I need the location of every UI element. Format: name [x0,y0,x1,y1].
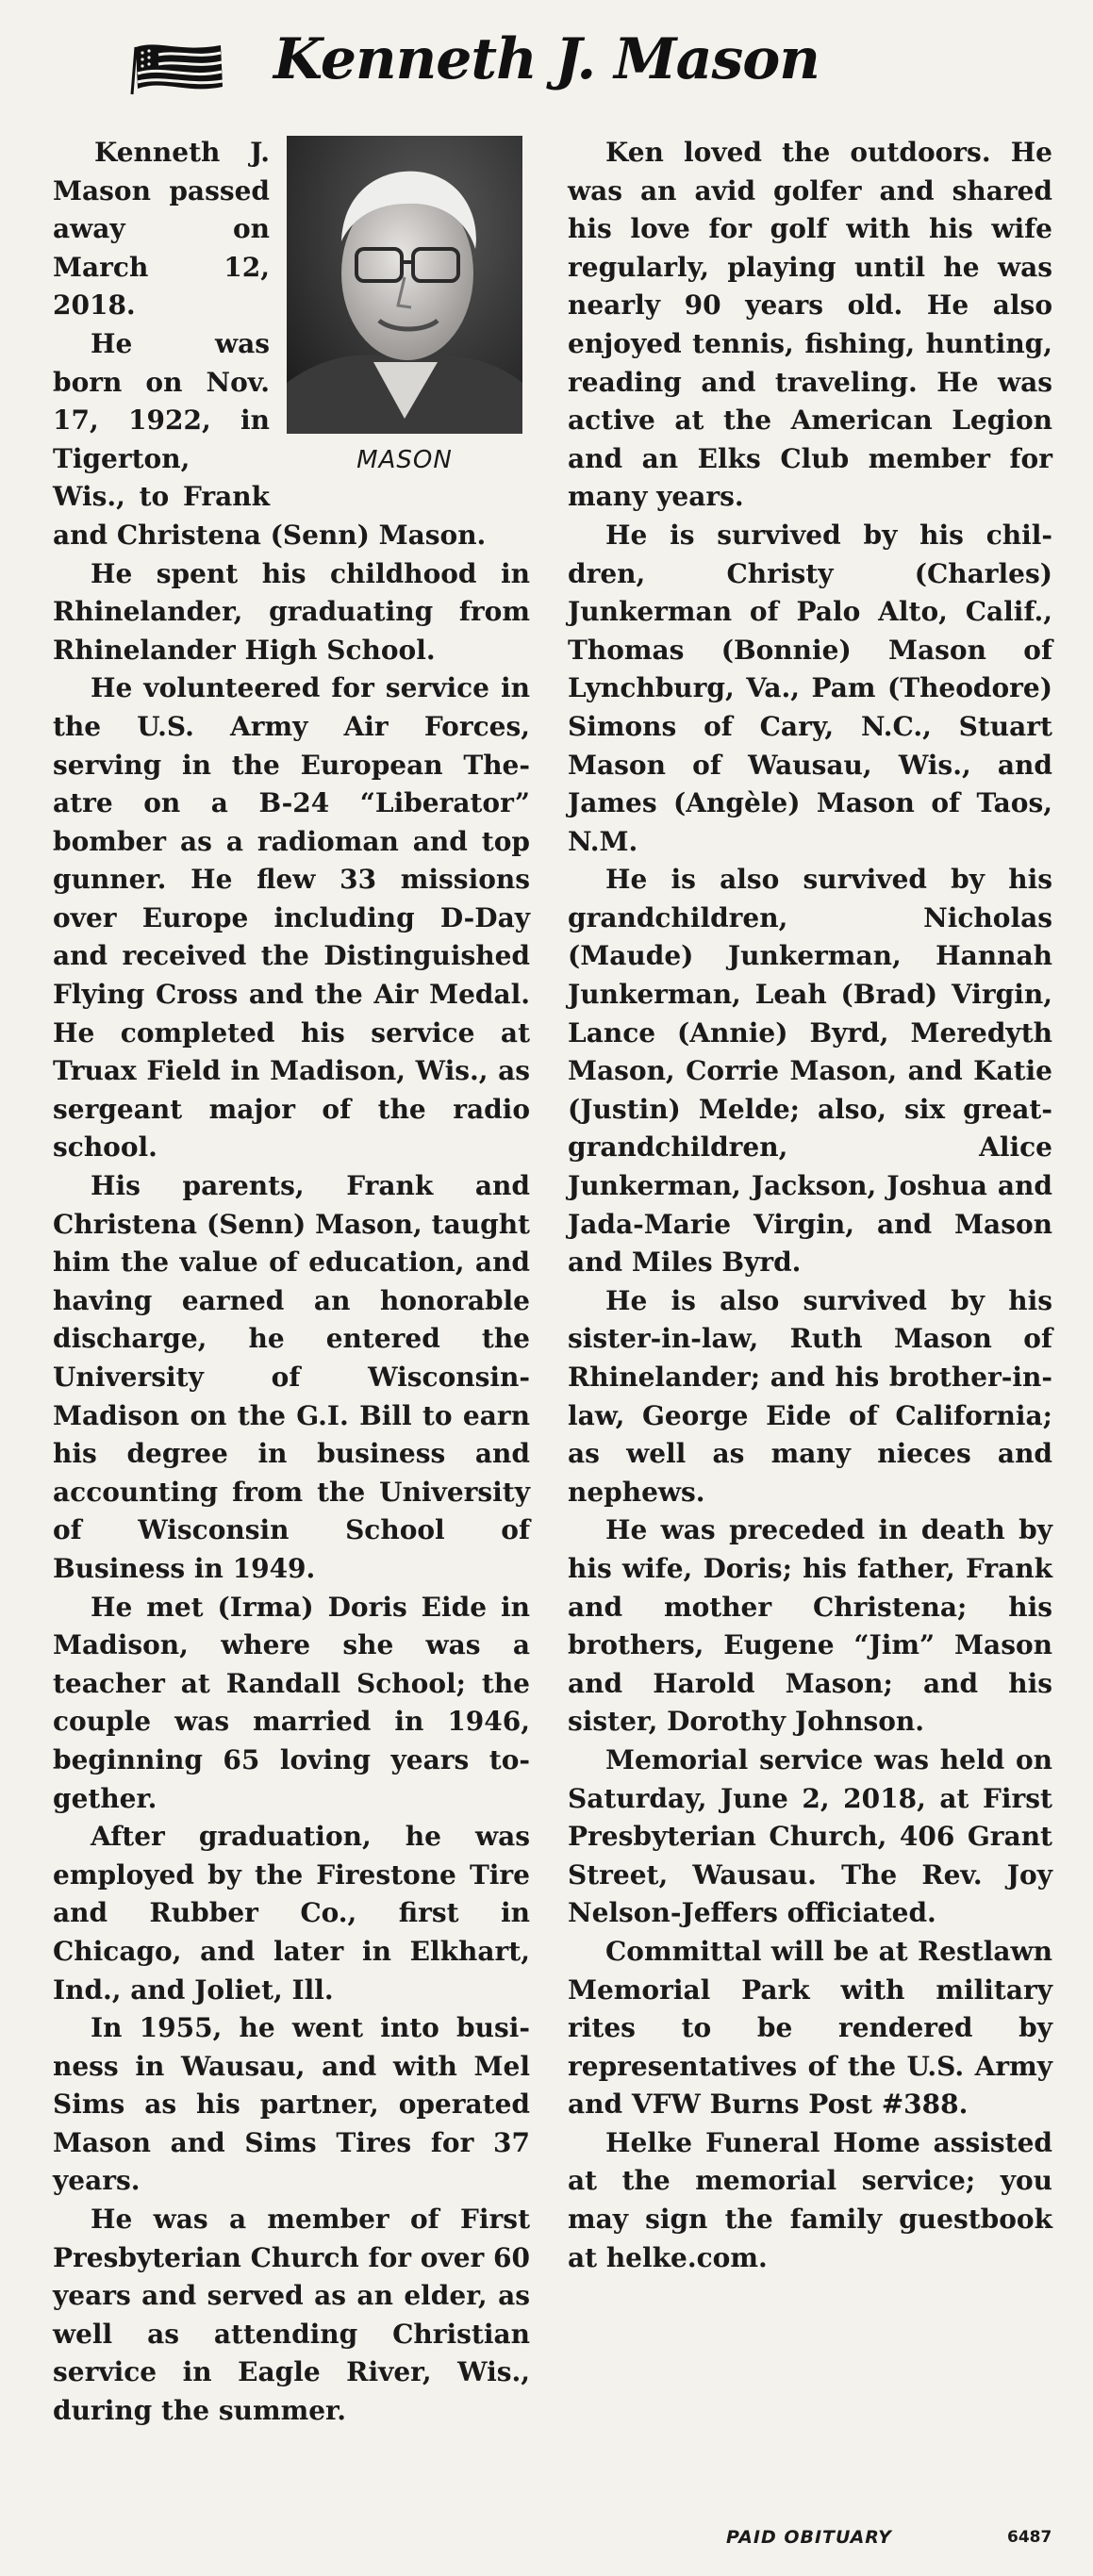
paragraph: He met (Irma) Doris Eide in Madison, where she was a teacher at Randall School; the couple was married in 1946, beginning 65 loving years together. [53,1591,530,1814]
paragraph: After graduation, he was employed by the Firestone Tire and Rubber Co., first in Chicago, and later in Elkhart, Ind., and Joliet, Ill. [53,1821,530,2006]
paragraph: Kenneth J. Mason passed away on March 12, 2018. [53,137,270,322]
paragraph: In 1955, he went into business in Wausau, and with Mel Sims as his partner, operated Mason and Sims Tires for 37 years. [53,2012,530,2197]
paragraph: His parents, Frank and Christena (Senn) Mason, taught him the value of education, and having earned an honorable discharge, he entered the University of Wisconsin-Madison on the G.I. Bill to earn his degree in business and accounting from the University of Wisconsin School of Business in 1949. [53,1170,530,1584]
right-column [568,134,1052,2277]
portrait-photo-frame [281,130,534,498]
paragraph: He was a member of First Presbyterian Church for over 60 years and served as an elder, as well as attending Christian service in Eagle River, Wis., during the summer. [53,2204,530,2427]
ad-code: 6487 [1007,2528,1052,2547]
us-flag-icon [130,38,226,96]
paragraph: He volunteered for service in the U.S. Army Air Forces, serving in the European Theatre on a B-24 “Liberator” bomber as a radioman and top gunner. He flew 33 missions over Europe including D-Day and received the Distinguished Flying Cross and the Air Medal. He completed his service at Truax Field in Madison, Wis., as sergeant major of the radio school. [53,672,530,1164]
paragraph: Committal will be at Restlawn Memorial Park with military rites to be rendered by representatives of the U.S. Army and VFW Burns Post #388. [568,1935,1052,2121]
paragraph: He is also survived by his sister-in-law, Ruth Mason of Rhinelander; and his brother-in-law, George Eide of California; as well as many nieces and nephews. [568,1284,1052,1508]
paragraph: He is survived by his children, Christy (Charles) Junkerman of Palo Alto, Calif., Thomas (Bonnie) Mason of Lynchburg, Va., Pam (Theodore) Simons of Cary, N.C., Stuart Mason of Wausau, Wis., and James (Angèle) Mason of Taos, N.M. [568,519,1052,857]
paid-obituary-label: PAID OBITUARY [726,2527,892,2548]
header [0,19,1093,104]
paragraph: He spent his childhood in Rhinelander, graduating from Rhinelander High School. [53,557,530,666]
portrait-photo [287,136,522,434]
paragraph: Ken loved the outdoors. He was an avid golfer and shared his love for golf with his wife regularly, playing until he was nearly 90 years old. He also enjoyed tennis, fishing, hunting, reading and traveling. He was active at the American Legion and an Elks Club member for many years. [568,137,1052,513]
paragraph: He is also survived by his grandchildren, Nicholas (Maude) Junkerman, Hannah Junkerman, Leah (Brad) Virgin, Lance (Annie) Byrd, Meredyth Mason, Corrie Mason, and Katie (Justin) Melde; also, six great-grandchildren, Alice Junkerman, Jackson, Joshua and Jada-Marie Virgin, and Mason and Miles Byrd. [568,864,1052,1279]
paragraph: He was born on Nov. 17, 1922, in Tigerton, Wis., to Frank and Christena (Senn) Mason. [53,327,487,551]
paragraph: He was preceded in death by his wife, Doris; his father, Frank and mother Christena; his brothers, Eugene “Jim” Mason and Harold Mason; and his sister, Dorothy Johnson. [568,1514,1052,1738]
paragraph: Memorial service was held on Saturday, June 2, 2018, at First Presbyterian Church, 406 Grant Street, Wausau. The Rev. Joy Nelson-Jeffers officiated. [568,1743,1052,1929]
paragraph: Helke Funeral Home assisted at the memorial service; you may sign the family guestbook at helke.com. [568,2126,1052,2273]
page-title: Kenneth J. Mason [273,26,820,92]
photo-caption: MASON [356,446,453,474]
left-column [53,134,530,2431]
